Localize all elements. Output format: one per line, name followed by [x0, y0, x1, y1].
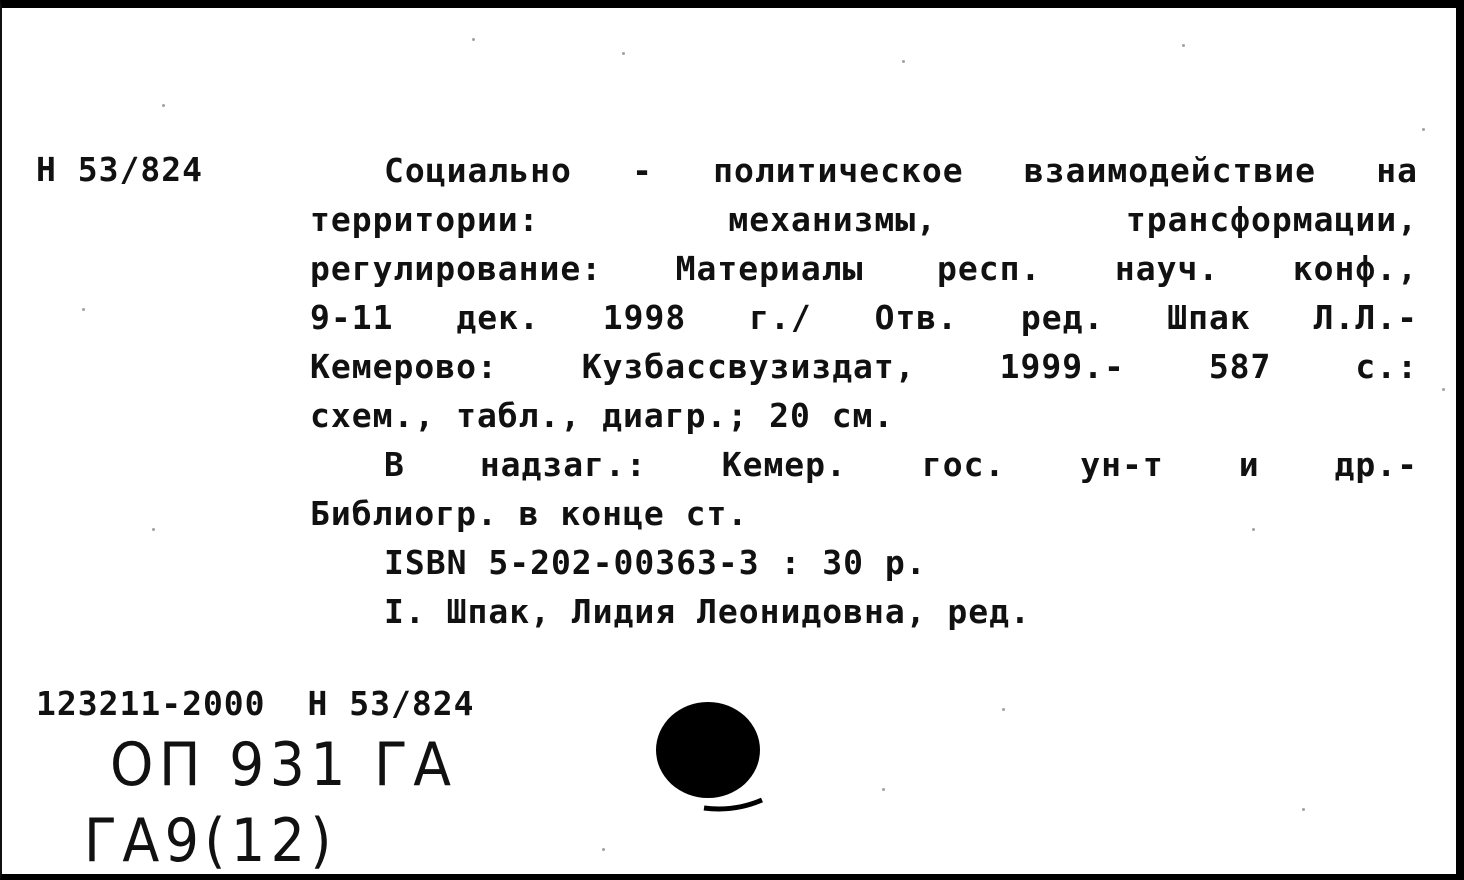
- note-line-1: В надзаг.: Кемер. гос. ун-т и др.-: [384, 445, 1418, 484]
- note-line-2: Библиогр. в конце ст.: [310, 494, 749, 533]
- added-entry-text: I. Шпак, Лидия Леонидовна, ред.: [384, 592, 1031, 631]
- title-paragraph: [310, 146, 1418, 440]
- isbn-text: ISBN 5-202-00363-3 : 30 р.: [384, 543, 927, 582]
- accession-shelfmark: Н 53/824: [307, 684, 475, 723]
- accession-number: 123211-2000: [36, 684, 266, 723]
- accession-row: [36, 680, 475, 728]
- title-line-4: 9-11 дек. 1998 г./ Отв. ред. Шпак Л.Л.-: [310, 298, 1418, 337]
- title-line-6: схем., табл., диагр.; 20 см.: [310, 396, 895, 435]
- punched-hole-icon: [654, 700, 764, 818]
- bibliographic-description: [310, 146, 1418, 636]
- handwritten-note-2: ГА9(12): [84, 806, 337, 876]
- note-paragraph: [310, 440, 1418, 538]
- title-line-3: регулирование: Материалы респ. науч. конф.,: [310, 249, 1418, 288]
- added-entry-line: [310, 587, 1418, 636]
- title-line-5: Кемерово: Кузбассвузиздат, 1999.- 587 с.:: [310, 347, 1418, 386]
- title-line-1: Социально - политическое взаимодействие на: [384, 151, 1418, 190]
- shelfmark: Н 53/824: [36, 150, 203, 189]
- title-line-2: территории: механизмы, трансформации,: [310, 200, 1418, 239]
- isbn-line: [310, 538, 1418, 587]
- handwritten-note-1: ОП 931 ГА: [110, 730, 457, 800]
